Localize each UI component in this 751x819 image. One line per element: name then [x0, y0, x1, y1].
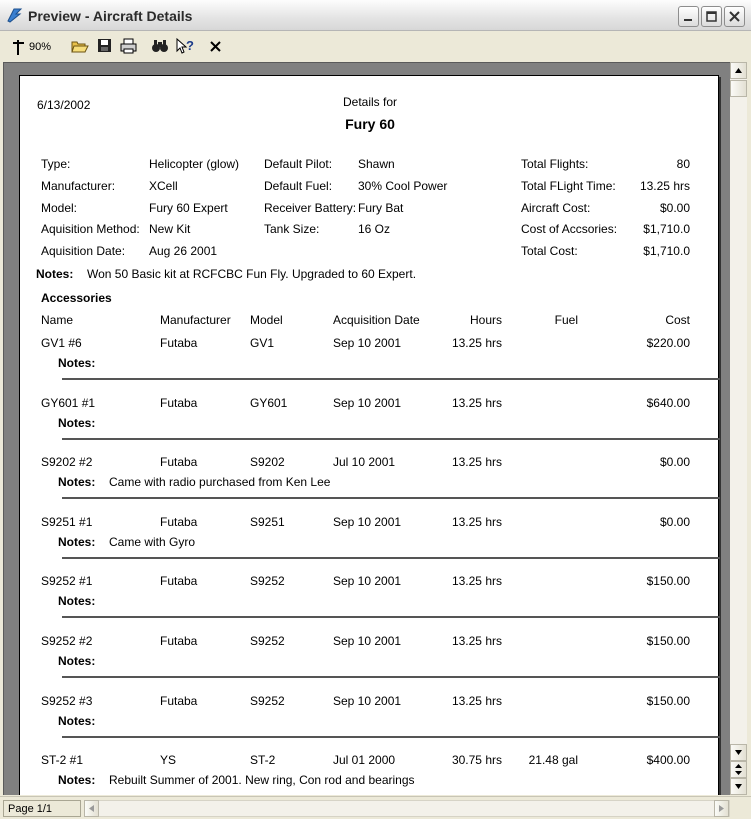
field-label: Default Pilot: — [264, 157, 333, 171]
binoculars-icon — [151, 37, 169, 55]
accessory-date: Sep 10 2001 — [333, 515, 402, 529]
minimize-button[interactable] — [678, 6, 699, 27]
field-value: $1,710.0 — [643, 244, 690, 258]
app-logo-icon — [6, 7, 23, 24]
field-label: Total FLight Time: — [521, 179, 616, 193]
accessory-notes: Rebuilt Summer of 2001. New ring, Con rod and bearings — [109, 773, 415, 787]
accessory-notes-label: Notes: — [58, 356, 96, 370]
accessory-cost: $640.00 — [646, 396, 690, 410]
title-bar — [0, 0, 751, 31]
accessory-date: Jul 10 2001 — [333, 455, 396, 469]
toolbar — [0, 32, 751, 61]
accessory-model: S9252 — [250, 574, 285, 588]
find-button[interactable] — [151, 37, 169, 57]
close-x-icon — [207, 37, 225, 55]
accessory-hours: 30.75 hrs — [451, 753, 502, 767]
field-value: 80 — [676, 157, 690, 171]
accessory-hours: 13.25 hrs — [451, 634, 502, 648]
vertical-scroll-thumb[interactable] — [730, 80, 747, 97]
row-divider — [62, 616, 720, 618]
arrow-left-icon — [85, 801, 98, 816]
field-label: Manufacturer: — [41, 179, 116, 193]
accessory-notes-label: Notes: — [58, 594, 96, 608]
row-divider — [62, 557, 720, 559]
accessory-model: S9252 — [250, 694, 285, 708]
field-label: Total Flights: — [521, 157, 589, 171]
zoom-level: 90% — [29, 41, 52, 53]
svg-text:?: ? — [186, 38, 194, 53]
accessory-name: S9202 #2 — [41, 455, 93, 469]
accessory-name: S9252 #2 — [41, 634, 93, 648]
accessory-name: ST-2 #1 — [41, 753, 84, 767]
preview-viewport[interactable] — [3, 62, 730, 795]
accessory-date: Sep 10 2001 — [333, 634, 402, 648]
accessory-hours: 13.25 hrs — [451, 336, 502, 350]
field-value: 30% Cool Power — [358, 179, 448, 193]
arrow-down-small-icon — [731, 779, 746, 794]
status-bar — [0, 796, 751, 819]
field-label: Receiver Battery: — [264, 201, 357, 215]
minimize-icon — [682, 10, 695, 23]
accessory-cost: $0.00 — [659, 455, 690, 469]
report-heading: Details for — [342, 95, 398, 109]
double-arrow-icon — [731, 762, 746, 777]
save-icon — [96, 37, 114, 55]
row-divider — [62, 378, 720, 380]
field-value: Aug 26 2001 — [149, 244, 218, 258]
column-header: Fuel — [554, 313, 578, 327]
accessory-name: GY601 #1 — [41, 396, 96, 410]
page-up-button[interactable] — [730, 761, 747, 778]
accessory-cost: $150.00 — [646, 634, 690, 648]
accessory-name: GV1 #6 — [41, 336, 82, 350]
accessory-hours: 13.25 hrs — [451, 574, 502, 588]
column-header: Acquisition Date — [333, 313, 420, 327]
accessory-notes-label: Notes: — [58, 416, 96, 430]
horizontal-scrollbar[interactable] — [84, 800, 730, 817]
print-button[interactable] — [119, 37, 139, 57]
save-button[interactable] — [96, 37, 114, 57]
field-value: Helicopter (glow) — [149, 157, 240, 171]
column-header: Manufacturer — [160, 313, 231, 327]
field-value: Shawn — [358, 157, 395, 171]
accessory-date: Jul 01 2000 — [333, 753, 396, 767]
maximize-button[interactable] — [701, 6, 722, 27]
accessory-manufacturer: Futaba — [160, 336, 198, 350]
field-label: Type: — [41, 157, 71, 171]
zoom-button[interactable] — [9, 37, 57, 57]
accessory-notes-label: Notes: — [58, 654, 96, 668]
accessory-hours: 13.25 hrs — [451, 396, 502, 410]
accessory-notes: Came with Gyro — [109, 535, 196, 549]
field-value: $0.00 — [659, 201, 690, 215]
accessory-date: Sep 10 2001 — [333, 336, 402, 350]
vertical-scrollbar[interactable] — [730, 62, 747, 795]
accessory-manufacturer: YS — [160, 753, 177, 767]
accessory-manufacturer: Futaba — [160, 694, 198, 708]
help-pointer-icon — [175, 37, 195, 55]
field-value: 13.25 hrs — [639, 179, 690, 193]
page-down-button[interactable] — [730, 778, 747, 795]
field-label: Aquisition Method: — [41, 222, 140, 236]
accessory-model: S9252 — [250, 634, 285, 648]
help-button[interactable] — [175, 37, 195, 57]
field-label: Tank Size: — [264, 222, 320, 236]
close-preview-button[interactable] — [207, 37, 225, 57]
field-label: Aircraft Cost: — [521, 201, 591, 215]
accessory-name: S9252 #1 — [41, 574, 93, 588]
aircraft-name: Fury 60 — [345, 116, 395, 132]
field-value: XCell — [149, 179, 178, 193]
arrow-down-icon — [731, 745, 746, 760]
report-page — [19, 75, 719, 795]
accessory-date: Sep 10 2001 — [333, 694, 402, 708]
accessory-model: GY601 — [250, 396, 288, 410]
folder-open-icon — [71, 37, 89, 55]
zoom-icon — [11, 39, 27, 57]
row-divider — [62, 676, 720, 678]
accessory-hours: 13.25 hrs — [451, 694, 502, 708]
scroll-right-button[interactable] — [714, 800, 729, 817]
accessory-model: GV1 — [250, 336, 275, 350]
field-value: Fury 60 Expert — [149, 201, 228, 215]
field-value: $1,710.0 — [643, 222, 690, 236]
accessory-manufacturer: Futaba — [160, 634, 198, 648]
accessory-model: ST-2 — [250, 753, 276, 767]
accessory-manufacturer: Futaba — [160, 515, 198, 529]
scroll-down-button[interactable] — [730, 744, 747, 761]
accessory-cost: $0.00 — [659, 515, 690, 529]
maximize-icon — [705, 10, 718, 23]
close-icon — [728, 10, 741, 23]
accessory-notes-label: Notes: — [58, 714, 96, 728]
field-label: Default Fuel: — [264, 179, 333, 193]
accessory-date: Sep 10 2001 — [333, 574, 402, 588]
column-header: Cost — [665, 313, 690, 327]
row-divider — [62, 497, 720, 499]
accessory-manufacturer: Futaba — [160, 396, 198, 410]
accessory-model: S9202 — [250, 455, 285, 469]
accessory-cost: $150.00 — [646, 694, 690, 708]
row-divider — [62, 736, 720, 738]
column-header: Hours — [469, 313, 502, 327]
accessory-date: Sep 10 2001 — [333, 396, 402, 410]
accessory-notes-label: Notes: — [58, 535, 96, 549]
column-header: Model — [250, 313, 283, 327]
column-header: Name — [41, 313, 74, 327]
accessory-manufacturer: Futaba — [160, 455, 198, 469]
accessory-fuel: 21.48 gal — [528, 753, 578, 767]
scroll-left-button[interactable] — [84, 800, 99, 817]
arrow-right-icon — [715, 801, 728, 816]
field-value: 16 Oz — [358, 222, 391, 236]
accessory-hours: 13.25 hrs — [451, 515, 502, 529]
accessory-hours: 13.25 hrs — [451, 455, 502, 469]
arrow-up-icon — [731, 63, 746, 78]
field-label: Cost of Accsories: — [521, 222, 618, 236]
accessory-name: S9252 #3 — [41, 694, 93, 708]
accessories-title: Accessories — [41, 291, 112, 305]
field-label: Total Cost: — [521, 244, 578, 258]
accessory-cost: $150.00 — [646, 574, 690, 588]
accessory-cost: $220.00 — [646, 336, 690, 350]
aircraft-notes: Won 50 Basic kit at RCFCBC Fun Fly. Upgraded to 60 Expert. — [87, 267, 417, 281]
close-button[interactable] — [724, 6, 745, 27]
accessory-cost: $400.00 — [646, 753, 690, 767]
printer-icon — [119, 37, 139, 55]
field-value: Fury Bat — [358, 201, 404, 215]
accessory-notes-label: Notes: — [58, 773, 96, 787]
scroll-up-button[interactable] — [730, 62, 747, 79]
page-indicator: Page 1/1 — [3, 800, 81, 817]
accessory-model: S9251 — [250, 515, 285, 529]
window-title: Preview - Aircraft Details — [28, 8, 193, 24]
open-button[interactable] — [71, 37, 89, 57]
field-label: Aquisition Date: — [41, 244, 126, 258]
accessory-name: S9251 #1 — [41, 515, 93, 529]
accessory-notes-label: Notes: — [58, 475, 96, 489]
row-divider — [62, 438, 720, 440]
accessory-notes: Came with radio purchased from Ken Lee — [109, 475, 331, 489]
field-value: New Kit — [149, 222, 191, 236]
notes-label: Notes: — [36, 267, 74, 281]
field-label: Model: — [41, 201, 78, 215]
accessory-manufacturer: Futaba — [160, 574, 198, 588]
report-date: 6/13/2002 — [37, 98, 91, 112]
